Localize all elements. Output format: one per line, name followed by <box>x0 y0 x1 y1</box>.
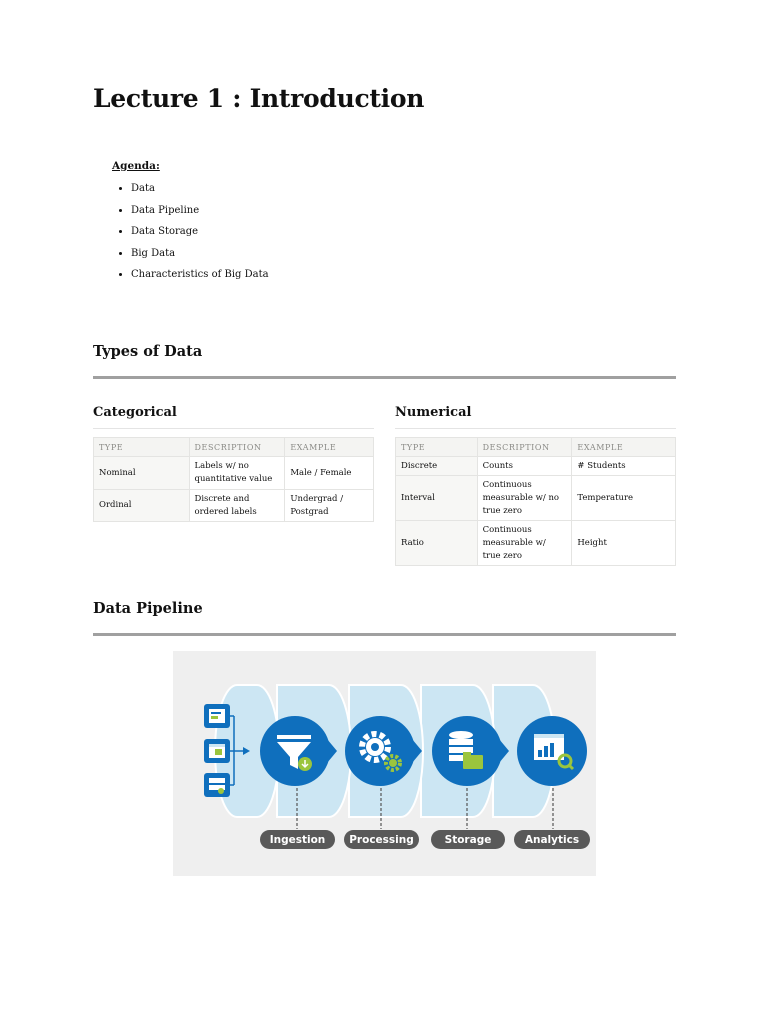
column-header: EXAMPLE <box>572 438 676 457</box>
table-cell: Undergrad / Postgrad <box>285 490 374 522</box>
agenda <box>112 160 269 286</box>
table-cell: Male / Female <box>285 457 374 490</box>
categorical-heading: Categorical <box>93 405 177 420</box>
table-cell: Ordinal <box>94 490 190 522</box>
column-header: DESCRIPTION <box>189 438 285 457</box>
stage-analytics <box>517 716 587 786</box>
table-cell: # Students <box>572 457 676 476</box>
table-cell: Labels w/ no quantitative value <box>189 457 285 490</box>
table-source-icon <box>204 739 230 763</box>
agenda-item: • Big Data <box>131 243 269 265</box>
section-divider <box>93 633 676 636</box>
numerical-divider <box>395 428 676 429</box>
shared-data-source-icon <box>204 773 230 797</box>
stage-label: Analytics <box>524 834 580 846</box>
table-cell: Continuous measurable w/ no true zero <box>477 476 572 521</box>
agenda-item: • Data Pipeline <box>131 200 269 222</box>
agenda-item: • Data <box>131 178 269 200</box>
data-pipeline-heading: Data Pipeline <box>93 600 203 617</box>
table-cell: Interval <box>396 476 478 521</box>
table-header-row <box>94 438 374 457</box>
table-cell: Temperature <box>572 476 676 521</box>
stage-label: Processing <box>349 834 414 846</box>
numerical-table <box>395 437 676 566</box>
stage-label: Ingestion <box>269 834 326 846</box>
table-row <box>396 476 676 521</box>
table-cell: Discrete and ordered labels <box>189 490 285 522</box>
stage-label: Storage <box>444 834 492 846</box>
column-header: TYPE <box>396 438 478 457</box>
table-cell: Continuous measurable w/ true zero <box>477 521 572 566</box>
document-source-icon <box>204 704 230 728</box>
agenda-list <box>112 178 269 286</box>
numerical-heading: Numerical <box>395 405 472 420</box>
section-divider <box>93 376 676 379</box>
agenda-heading: Agenda: <box>112 160 160 172</box>
agenda-item: • Characteristics of Big Data <box>131 264 269 286</box>
table-row <box>396 457 676 476</box>
table-cell: Nominal <box>94 457 190 490</box>
column-header: EXAMPLE <box>285 438 374 457</box>
pipeline-graphic <box>173 651 596 876</box>
data-pipeline-diagram <box>173 651 596 876</box>
types-of-data-heading: Types of Data <box>93 343 203 360</box>
table-row <box>396 521 676 566</box>
table-row <box>94 490 374 522</box>
table-cell: Ratio <box>396 521 478 566</box>
table-header-row <box>396 438 676 457</box>
agenda-item: • Data Storage <box>131 221 269 243</box>
table-cell: Height <box>572 521 676 566</box>
table-cell: Counts <box>477 457 572 476</box>
categorical-table <box>93 437 374 522</box>
table-row <box>94 457 374 490</box>
categorical-divider <box>93 428 374 429</box>
table-cell: Discrete <box>396 457 478 476</box>
page-title: Lecture 1 : Introduction <box>93 84 425 113</box>
column-header: DESCRIPTION <box>477 438 572 457</box>
column-header: TYPE <box>94 438 190 457</box>
